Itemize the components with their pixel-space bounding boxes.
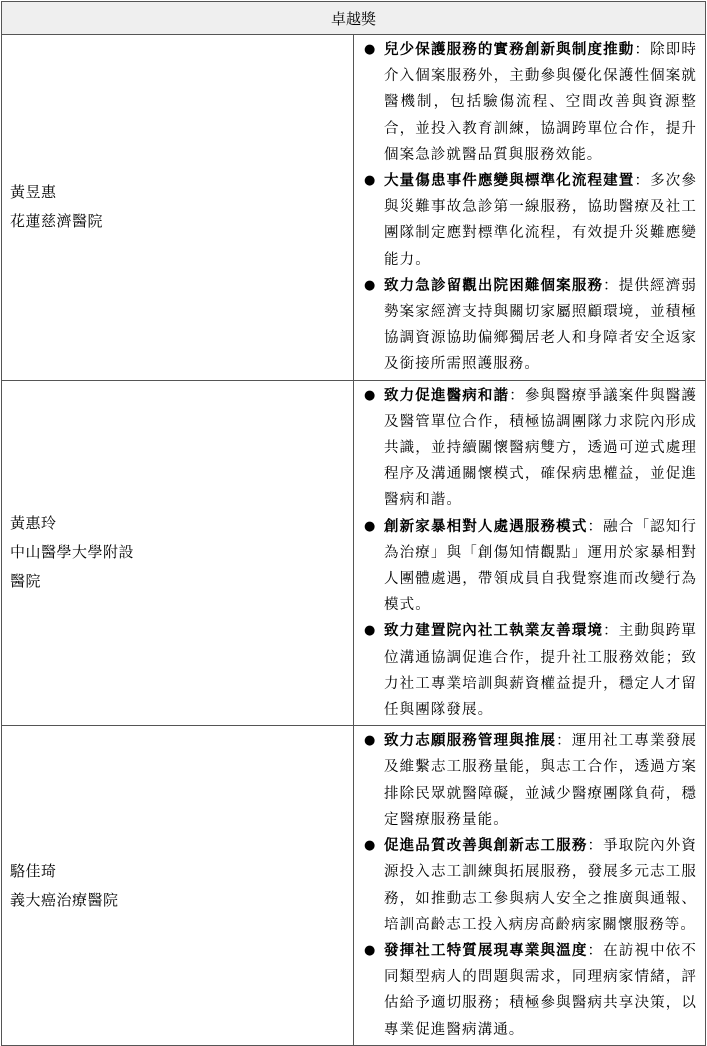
item-body: ：在訪視中依不同類型病人的問題與需求，同理病家情緒，評估給予適切服務；積極參與醫病共享決策，以專業促進醫病溝通。	[384, 942, 697, 1038]
item-title: 致力建置院內社工執業友善環境	[384, 623, 604, 640]
bullet-icon: ●	[364, 173, 377, 189]
list-item	[364, 833, 697, 938]
bullet-icon: ●	[364, 277, 377, 293]
bullet-icon: ●	[364, 387, 377, 403]
achievement-cell	[354, 380, 706, 726]
recipient-name: 黃昱惠	[10, 183, 57, 202]
item-body: ：多次參與災難事故急診第一線服務，協助醫療及社工團隊制定應對標準化流程，有效提升災難應變能力。	[384, 173, 697, 268]
list-item	[364, 728, 697, 833]
recipient-name: 駱佳琦	[10, 861, 57, 880]
item-body: ：融合「認知行為治療」與「創傷知情觀點」運用於家暴相對人團體處遇，帶領成員自我覺察進而改變行為模式。	[384, 518, 697, 614]
bullet-icon: ●	[364, 733, 377, 749]
table-row	[2, 35, 706, 381]
item-body: ：除即時介入個案服務外，主動參與優化保護性個案就醫機制，包括驗傷流程、空間改善與資源整合，並投入教育訓練，協調跨單位合作，提升個案急診就醫品質與服務效能。	[384, 42, 697, 163]
achievement-cell	[354, 726, 706, 1045]
achievement-cell	[354, 35, 706, 381]
bullet-icon: ●	[364, 42, 377, 57]
item-body: ：參與醫療爭議案件與醫護及醫管單位合作，積極協調團隊力求院內形成共識，並持續關懷醫病雙方，透過可逆式處理程序及溝通關懷模式，確保病患權益，並促進醫病和諧。	[384, 387, 697, 509]
bullet-icon: ●	[364, 623, 377, 639]
list-item	[364, 618, 697, 723]
recipient-name: 黃惠玲	[10, 514, 57, 533]
item-body: ：爭取院內外資源投入志工訓練與拓展服務，發展多元志工服務，如推動志工參與病人安全之推廣與通報、培訓高齡志工投入病房高齡病家關懷服務等。	[384, 838, 697, 933]
list-item	[364, 383, 697, 514]
achievement-list	[364, 383, 697, 724]
list-item	[364, 37, 697, 168]
table-header: 卓越獎	[2, 2, 706, 35]
achievement-list	[364, 37, 697, 378]
bullet-icon: ●	[364, 942, 377, 958]
achievement-list	[364, 728, 697, 1042]
bullet-icon: ●	[364, 838, 377, 854]
bullet-icon: ●	[364, 518, 377, 534]
item-body: ：主動與跨單位溝通協調促進合作，提升社工服務效能；致力社工專業培訓與薪資權益提升，穩定人才留任與團隊發展。	[384, 623, 697, 719]
item-title: 致力志願服務管理與推展	[384, 733, 557, 750]
item-title: 創新家暴相對人處遇服務模式	[384, 518, 588, 535]
list-item	[364, 938, 697, 1043]
recipient-org: 花蓮慈濟醫院	[10, 212, 104, 231]
item-title: 促進品質改善與創新志工服務	[384, 838, 588, 855]
recipient-org: 義大癌治療醫院	[10, 890, 119, 909]
item-title: 大量傷患事件應變與標準化流程建置	[384, 173, 635, 190]
item-title: 兒少保護服務的實務創新與制度推動	[384, 42, 635, 58]
recipient-org: 醫院	[10, 572, 42, 591]
item-title: 致力促進醫病和諧	[384, 387, 510, 404]
award-table	[1, 1, 706, 1046]
table-row	[2, 726, 706, 1045]
list-item	[364, 273, 697, 378]
item-body: ：運用社工專業發展及維繫志工服務量能，與志工合作，透過方案排除民眾就醫障礙，並減少醫療團隊負荷，穩定醫療服務量能。	[384, 733, 697, 828]
recipient-org: 中山醫學大學附設	[10, 543, 135, 562]
item-body: ：提供經濟弱勢案家經濟支持與關切家屬照顧環境，並積極協調資源協助偏鄉獨居老人和身障者安全返家及銜接所需照護服務。	[384, 277, 697, 373]
item-title: 發揮社工特質展現專業與溫度	[384, 942, 588, 959]
recipient-cell	[2, 726, 354, 1045]
recipient-cell	[2, 35, 354, 381]
item-title: 致力急診留觀出院困難個案服務	[384, 277, 604, 294]
list-item	[364, 168, 697, 273]
recipient-cell	[2, 380, 354, 726]
table-row	[2, 380, 706, 726]
list-item	[364, 514, 697, 619]
